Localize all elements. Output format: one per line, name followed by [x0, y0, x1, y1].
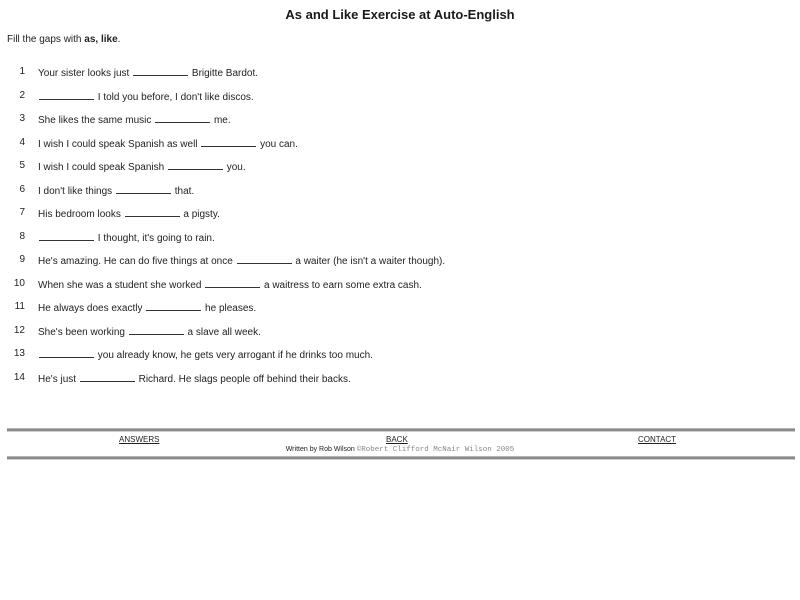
answer-gap: [133, 66, 188, 76]
answer-gap: [80, 372, 135, 382]
answer-gap: [146, 301, 201, 311]
question-text-after: a waitress to earn some extra cash.: [261, 279, 422, 291]
question-number: 8: [19, 230, 25, 242]
option-as: as: [84, 34, 96, 45]
question-text-before: He's amazing. He can do five things at once: [38, 256, 236, 267]
question-text-before: I wish I could speak Spanish: [38, 162, 167, 173]
question-number: 14: [13, 371, 25, 383]
question-text-after: you.: [223, 162, 246, 173]
question-text-before: When she was a student she worked: [38, 279, 205, 291]
question-text-after: a waiter (he isn't a waiter though).: [292, 256, 446, 267]
question-number: 11: [14, 301, 25, 312]
instructions: [7, 34, 120, 45]
answer-gap: [129, 325, 184, 335]
option-like: like: [100, 34, 118, 45]
question-number: 2: [19, 89, 25, 101]
question-row: [0, 348, 800, 372]
question-text: [38, 113, 231, 127]
question-row: [0, 278, 800, 302]
answer-gap: [116, 184, 171, 194]
question-text: [38, 231, 215, 245]
question-text: [38, 301, 256, 315]
question-text-after: Richard. He slags people off behind their backs.: [135, 373, 351, 385]
exercise-list: [0, 66, 800, 395]
option-separator: ,: [95, 34, 101, 45]
answer-gap: [39, 348, 94, 358]
question-text-after: you already know, he gets very arrogant if he drinks too much.: [95, 350, 373, 361]
question-text: [38, 137, 298, 151]
question-text-before: Your sister looks just: [38, 68, 133, 79]
question-row: [0, 372, 800, 396]
question-text-before: She's been working: [38, 326, 128, 338]
question-number: 10: [13, 277, 25, 289]
instructions-prefix: Fill the gaps with: [7, 34, 85, 45]
question-row: [0, 66, 800, 90]
answer-gap: [201, 137, 256, 147]
question-text-after: that.: [171, 185, 195, 197]
question-text-before: His bedroom looks: [38, 209, 124, 220]
question-text-before: She likes the same music: [38, 115, 155, 126]
author-credit: Written by Rob Wilson: [285, 446, 357, 453]
question-row: [0, 113, 800, 137]
question-row: [0, 301, 800, 325]
question-number: 9: [19, 254, 25, 265]
contact-link[interactable]: CONTACT: [638, 435, 677, 444]
question-number: 7: [19, 207, 25, 218]
question-text-after: he pleases.: [202, 303, 257, 314]
question-text-after: Brigitte Bardot.: [189, 68, 259, 79]
answer-gap: [39, 231, 94, 241]
question-row: [0, 207, 800, 231]
question-number: 4: [19, 136, 25, 148]
question-row: [0, 184, 800, 208]
answer-gap: [205, 278, 260, 288]
answer-gap: [125, 207, 180, 217]
question-text-after: a pigsty.: [180, 209, 220, 220]
question-text-after: I told you before, I don't like discos.: [95, 91, 254, 103]
footer-divider-top: [7, 428, 795, 432]
question-number: 5: [19, 160, 25, 171]
question-row: [0, 160, 800, 184]
question-text: [38, 278, 422, 292]
question-text: [38, 372, 351, 386]
question-number: 3: [19, 113, 25, 124]
question-text-after: a slave all week.: [184, 326, 261, 338]
copyright-notice: ©Robert Clifford McNair Wilson 2005: [356, 446, 515, 454]
question-text: [38, 66, 258, 80]
question-number: 12: [13, 324, 25, 336]
question-number: 6: [19, 183, 25, 195]
back-link[interactable]: BACK: [386, 435, 408, 444]
question-row: [0, 325, 800, 349]
answers-link[interactable]: ANSWERS: [119, 435, 160, 444]
answer-gap: [39, 90, 94, 100]
question-row: [0, 90, 800, 114]
question-text: [38, 184, 194, 198]
question-row: [0, 137, 800, 161]
question-row: [0, 254, 800, 278]
question-text: [38, 90, 254, 104]
question-text-before: I wish I could speak Spanish as well: [38, 138, 201, 150]
answer-gap: [237, 254, 292, 264]
instructions-suffix: .: [117, 34, 121, 45]
question-number: 1: [19, 66, 25, 77]
question-number: 13: [13, 348, 25, 359]
question-text-after: me.: [211, 115, 231, 126]
question-text-after: you can.: [257, 138, 298, 150]
question-text: [38, 348, 373, 362]
answer-gap: [168, 160, 223, 170]
question-row: [0, 231, 800, 255]
page-title: As and Like Exercise at Auto-English: [285, 7, 515, 22]
question-text-before: He always does exactly: [38, 303, 146, 314]
question-text: [38, 160, 246, 174]
credit-line: [0, 446, 800, 454]
question-text-after: I thought, it's going to rain.: [95, 232, 215, 244]
question-text: [38, 325, 261, 339]
footer-divider-bottom: [7, 456, 795, 460]
question-text-before: He's just: [38, 373, 79, 385]
question-text-before: I don't like things: [38, 185, 115, 197]
question-text: [38, 207, 220, 221]
question-text: [38, 254, 445, 268]
answer-gap: [155, 113, 210, 123]
